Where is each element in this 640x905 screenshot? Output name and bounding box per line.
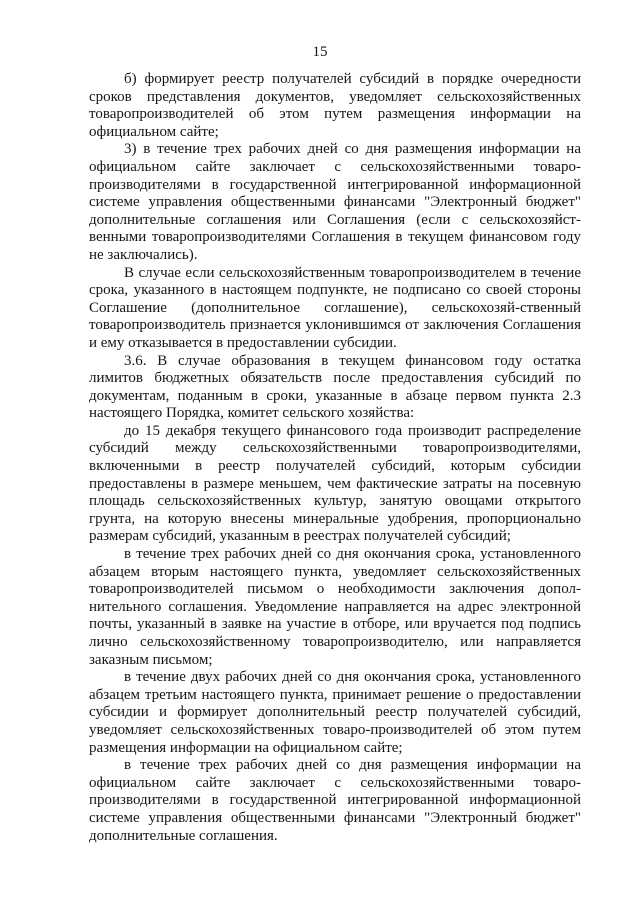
paragraph-decision: в течение двух рабочих дней со дня окончания срока, установленного абзацем третьим настоящего пункта, принимает решение о предоставлении субсидии и формирует дополнительный реестр получателей субсидий, уведомляет сельскохозяйственных товаро-производителей об этом путем размещения информации на официальном сайте;	[89, 669, 581, 756]
paragraph-subpoint-b: б) формирует реестр получателей субсидий в порядке очередности сроков представления документов, уведомляет сельскохозяйственных товаропроизводителей об этом путем размещения информации на официальном сайте;	[89, 71, 581, 140]
paragraph-agreements: в течение трех рабочих дней со дня размещения информации на официальном сайте заключает с сельскохозяйственными товаро-производителями в государственной интегрированной информационной системе управления общественными финансами "Электронный бюджет" дополнительные соглашения.	[89, 757, 581, 844]
page-number: 15	[312, 44, 328, 60]
paragraph-notification: в течение трех рабочих дней со дня окончания срока, установленного абзацем вторым настоящего пункта, уведомляет сельскохозяйственных товаропроизводителей письмом о необходимости заключения допол-нительного соглашения. Уведомление направляется на адрес электронной почты, указанный в заявке на участие в отборе, или вручается под подпись лично сельскохозяйственному товаропроизводителю, или направляется заказным письмом;	[89, 546, 581, 668]
paragraph-3-6: 3.6. В случае образования в текущем финансовом году остатка лимитов бюджетных обязательств после предоставления субсидий по документам, поданным в сроки, указанные в абзаце первом пункта 2.3 настоящего Порядка, комитет сельского хозяйства:	[89, 352, 581, 422]
paragraph-refusal-case: В случае если сельскохозяйственным товаропроизводителем в течение срока, указанного в настоящем подпункте, не подписано со своей стороны Соглашение (дополнительное соглашение), сельскохозяй-ственный товаропроизводитель признается уклонившимся от заключения Соглашения и ему отказывается в предоставлении субсидии.	[89, 264, 581, 351]
paragraph-subpoint-3: 3) в течение трех рабочих дней со дня размещения информации на официальном сайте заключает с сельскохозяйственными товаро-производителями в государственной интегрированной информационной системе управления общественными финансами "Электронный бюджет" дополнительные соглашения или Соглашения (если с сельскохозяйст-венными товаропроизводителями Соглашения в текущем финансовом году не заключались).	[89, 141, 581, 263]
paragraph-distribution: до 15 декабря текущего финансового года производит распределение субсидий между сельскохозяйственными товаропроизводителями, включенными в реестр получателей субсидий, которым субсидии предоставлены в размере меньшем, чем фактические затраты на посевную площадь сельскохозяйственных культур, занятую овощами открытого грунта, на которую внесены минеральные удобрения, пропорционально размерам субсидий, указанным в реестрах получателей субсидий;	[89, 422, 581, 545]
body-text	[89, 71, 581, 845]
